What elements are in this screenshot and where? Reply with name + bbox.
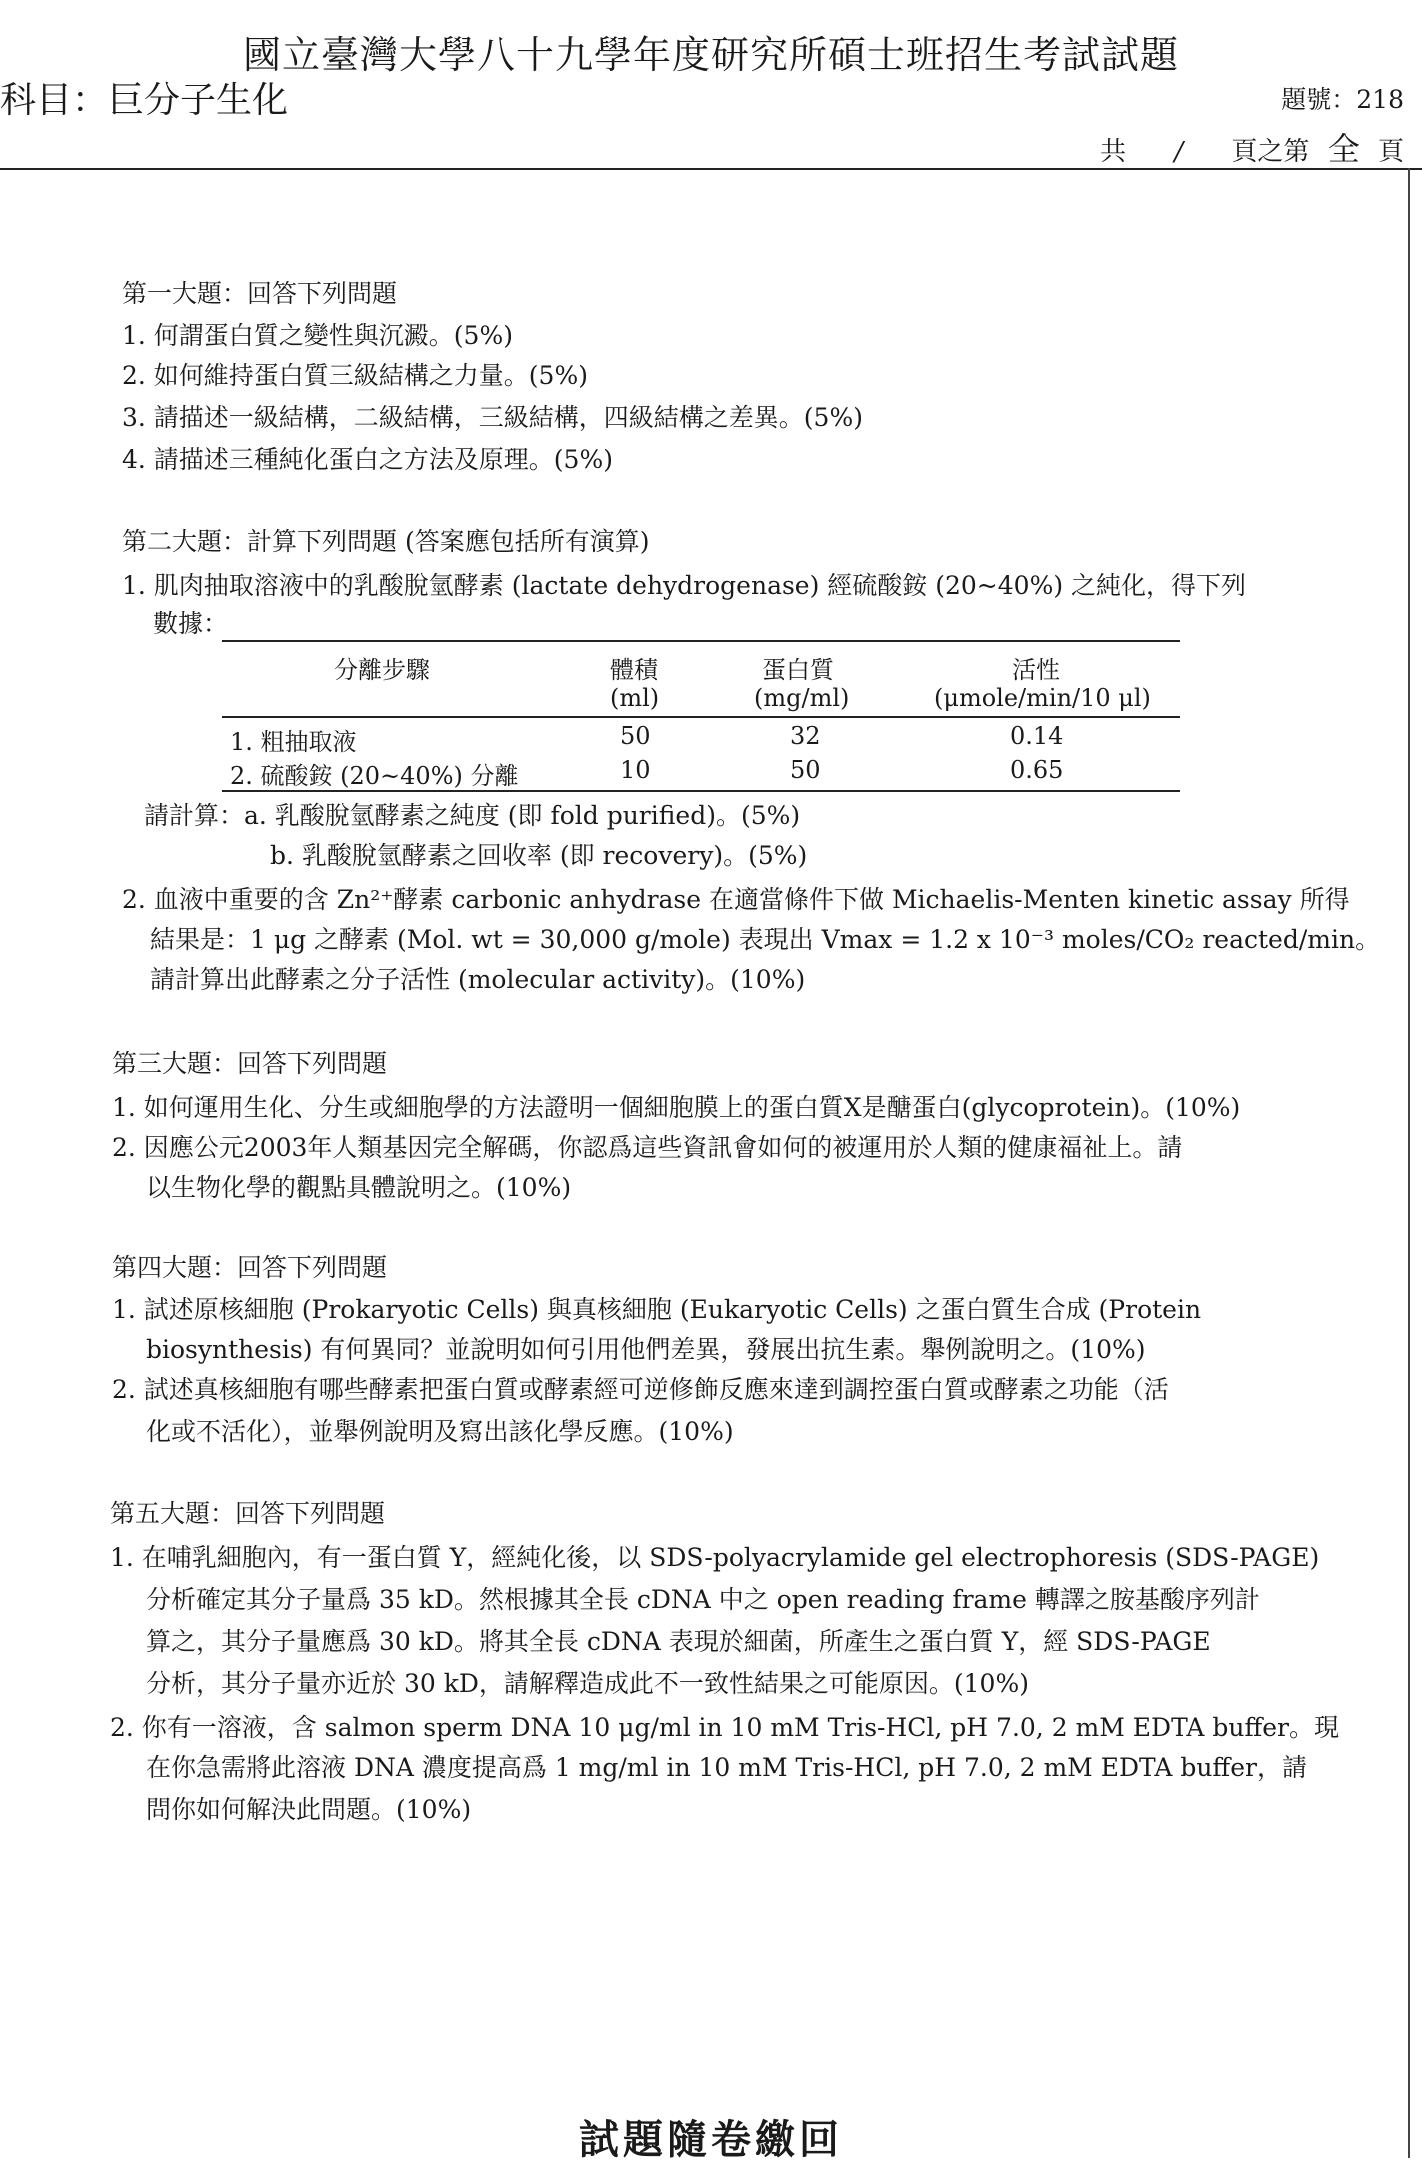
- purification-table: [222, 640, 1180, 792]
- table-header-volume: 體積: [610, 656, 658, 684]
- s2-question-2-line-2: 結果是：1 μg 之酵素 (Mol. wt = 30,000 g/mole) 表現出 Vmax = 1.2 x 10⁻³ moles/CO₂ reacted/min。: [150, 925, 1381, 954]
- table-top-rule: [222, 640, 1180, 642]
- table-cell-protein: 50: [790, 756, 821, 784]
- table-bottom-rule: [222, 790, 1180, 792]
- section-1-title: 第一大題：回答下列問題: [122, 279, 398, 308]
- s1-question-3: 3. 請描述一級結構，二級結構，三級結構，四級結構之差異。(5%): [122, 403, 863, 432]
- page-suffix: 頁: [1377, 137, 1404, 167]
- table-cell-step: 2. 硫酸銨 (20~40%) 分離: [230, 762, 519, 790]
- s4-question-2-line-2: 化或不活化），並舉例說明及寫出該化學反應。(10%): [146, 1417, 734, 1446]
- s3-question-1: 1. 如何運用生化、分生或細胞學的方法證明一個細胞膜上的蛋白質X是醣蛋白(glycoprotein)。(10%): [112, 1093, 1241, 1122]
- table-cell-volume: 10: [620, 756, 651, 784]
- s3-question-2-line-1: 2. 因應公元2003年人類基因完全解碼，你認爲這些資訊會如何的被運用於人類的健康福祉上。請: [112, 1133, 1183, 1162]
- s5-question-1-line-4: 分析，其分子量亦近於 30 kD，請解釋造成此不一致性結果之可能原因。(10%): [146, 1669, 1029, 1698]
- s2-question-2-line-3: 請計算出此酵素之分子活性 (molecular activity)。(10%): [150, 965, 806, 994]
- page-current: 全: [1327, 130, 1360, 168]
- table-cell-activity: 0.65: [1010, 756, 1064, 784]
- s5-question-2-line-3: 問你如何解決此問題。(10%): [146, 1795, 472, 1824]
- s5-question-2-line-2: 在你急需將此溶液 DNA 濃度提高爲 1 mg/ml in 10 mM Tris-HCl, pH 7.0, 2 mM EDTA buffer，請: [146, 1753, 1307, 1782]
- s5-question-1-line-3: 算之，其分子量應爲 30 kD。將其全長 cDNA 表現於細菌，所產生之蛋白質 Y，經 SDS-PAGE: [146, 1627, 1211, 1656]
- table-header-activity: 活性: [1012, 656, 1060, 684]
- page-total-label: 共: [1100, 137, 1127, 167]
- table-cell-volume: 50: [620, 722, 651, 750]
- section-3-title: 第三大題：回答下列問題: [112, 1049, 388, 1078]
- table-header-protein: 蛋白質: [762, 656, 834, 684]
- page-info: [1100, 124, 1404, 170]
- table-unit-protein: (mg/ml): [754, 684, 850, 712]
- s2-question-1-line-1: 1. 肌肉抽取溶液中的乳酸脫氫酵素 (lactate dehydrogenase) 經硫酸銨 (20~40%) 之純化，得下列: [122, 571, 1247, 600]
- s1-question-4: 4. 請描述三種純化蛋白之方法及原理。(5%): [122, 445, 613, 474]
- school-title: 國立臺灣大學八十九學年度研究所碩士班招生考試試題: [242, 33, 1179, 77]
- s1-question-1: 1. 何謂蛋白質之變性與沉澱。(5%): [122, 321, 513, 350]
- s2-question-1-line-2: 數據：: [153, 609, 229, 638]
- s4-question-2-line-1: 2. 試述真核細胞有哪些酵素把蛋白質或酵素經可逆修飾反應來達到調控蛋白質或酵素之功能（活: [112, 1375, 1169, 1404]
- s5-question-1-line-1: 1. 在哺乳細胞內，有一蛋白質 Y，經純化後，以 SDS-polyacrylamide gel electrophoresis (SDS-PAGE): [110, 1543, 1320, 1572]
- page-of-label: 頁之第: [1231, 137, 1310, 167]
- s4-question-1-line-2: biosynthesis) 有何異同？並說明如何引用他們差異，發展出抗生素。舉例說明之。(10%): [146, 1335, 1146, 1364]
- question-number: 題號：218: [1281, 85, 1404, 114]
- table-cell-protein: 32: [790, 722, 821, 750]
- table-mid-rule: [222, 716, 1180, 718]
- table-header-step: 分離步驟: [334, 656, 430, 684]
- s2-calc-b: b. 乳酸脫氫酵素之回收率 (即 recovery)。(5%): [270, 841, 808, 870]
- s5-question-1-line-2: 分析確定其分子量爲 35 kD。然根據其全長 cDNA 中之 open reading frame 轉譯之胺基酸序列計: [146, 1585, 1260, 1614]
- section-4-title: 第四大題：回答下列問題: [112, 1253, 388, 1282]
- s2-calc-a: 請計算：a. 乳酸脫氫酵素之純度 (即 fold purified)。(5%): [144, 801, 801, 830]
- table-unit-activity: (μmole/min/10 μl): [934, 684, 1151, 712]
- s4-question-1-line-1: 1. 試述原核細胞 (Prokaryotic Cells) 與真核細胞 (Eukaryotic Cells) 之蛋白質生合成 (Protein: [112, 1295, 1202, 1324]
- s3-question-2-line-2: 以生物化學的觀點具體說明之。(10%): [146, 1173, 572, 1202]
- page-total-value: /: [1174, 137, 1184, 167]
- s2-question-2-line-1: 2. 血液中重要的含 Zn²⁺酵素 carbonic anhydrase 在適當條件下做 Michaelis-Menten kinetic assay 所得: [122, 885, 1350, 914]
- table-cell-step: 1. 粗抽取液: [230, 728, 357, 756]
- table-cell-activity: 0.14: [1010, 722, 1064, 750]
- subject-label: 科目：巨分子生化: [0, 80, 289, 121]
- s5-question-2-line-1: 2. 你有一溶液，含 salmon sperm DNA 10 μg/ml in 10 mM Tris-HCl, pH 7.0, 2 mM EDTA buffer。現: [110, 1713, 1340, 1742]
- header-rule: [0, 168, 1422, 170]
- table-unit-volume: (ml): [610, 684, 660, 712]
- section-2-title: 第二大題：計算下列問題 (答案應包括所有演算): [122, 527, 650, 556]
- footer-return-notice: 試題隨卷繳回: [579, 2116, 843, 2163]
- s1-question-2: 2. 如何維持蛋白質三級結構之力量。(5%): [122, 361, 588, 390]
- page-border: [1408, 168, 1410, 2158]
- section-5-title: 第五大題：回答下列問題: [110, 1499, 386, 1528]
